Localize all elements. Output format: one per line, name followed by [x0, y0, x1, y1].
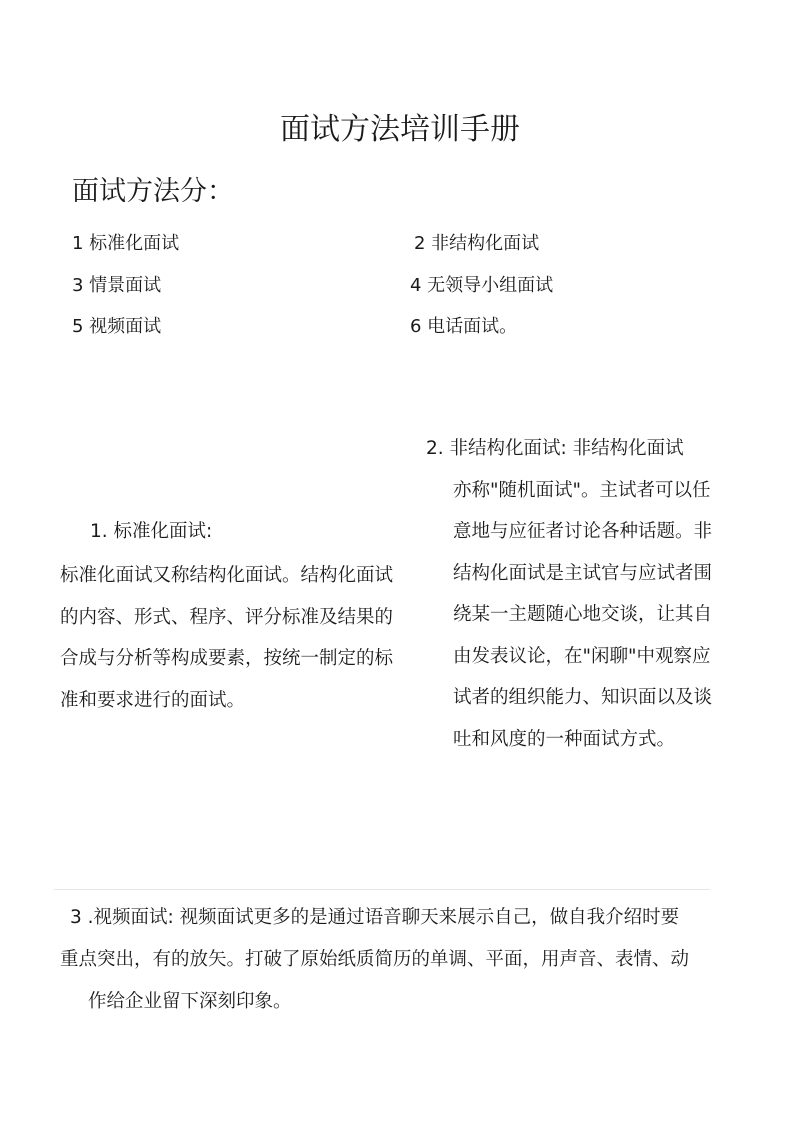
video-interview-line-1: 3 .视频面试: 视频面试更多的是通过语音聊天来展示自己，做自我介绍时要	[70, 907, 680, 928]
unstructured-interview-heading: 2. 非结构化面试: 非结构化面试	[426, 438, 684, 459]
method-item-1: 1 标准化面试	[72, 233, 180, 254]
section-subtitle: 面试方法分：	[72, 176, 234, 207]
video-interview-line-2: 重点突出，有的放矢。打破了原始纸质简历的单调、平面，用声音、表情、动	[60, 949, 690, 970]
page-title: 面试方法培训手册	[280, 112, 520, 147]
method-item-2: 2 非结构化面试	[414, 233, 540, 254]
standardized-interview-paragraph: 标准化面试又称结构化面试。结构化面试的内容、形式、程序、评分标准及结果的合成与分析等构成要素，按统一制定的标准和要求进行的面试。	[60, 565, 394, 711]
unstructured-interview-paragraph: 亦称"随机面试"。主试者可以任意地与应征者讨论各种话题。非结构化面试是主试官与应试者围绕某一主题随心地交谈，让其自由发表议论，在"闲聊"中观察应试者的组织能力、知识面以及谈吐和风度的一种面试方式。	[453, 479, 713, 750]
video-interview-line-3: 作给企业留下深刻印象。	[88, 991, 292, 1012]
standardized-interview-heading: 1. 标准化面试:	[90, 521, 213, 542]
method-item-4: 4 无领导小组面试	[410, 275, 554, 296]
method-item-3: 3 情景面试	[72, 275, 162, 296]
method-item-6: 6 电话面试。	[410, 316, 518, 337]
divider-line	[54, 889, 710, 890]
method-item-5: 5 视频面试	[72, 316, 162, 337]
video-interview-paragraph	[60, 897, 710, 1023]
unstructured-interview-block	[426, 428, 716, 760]
